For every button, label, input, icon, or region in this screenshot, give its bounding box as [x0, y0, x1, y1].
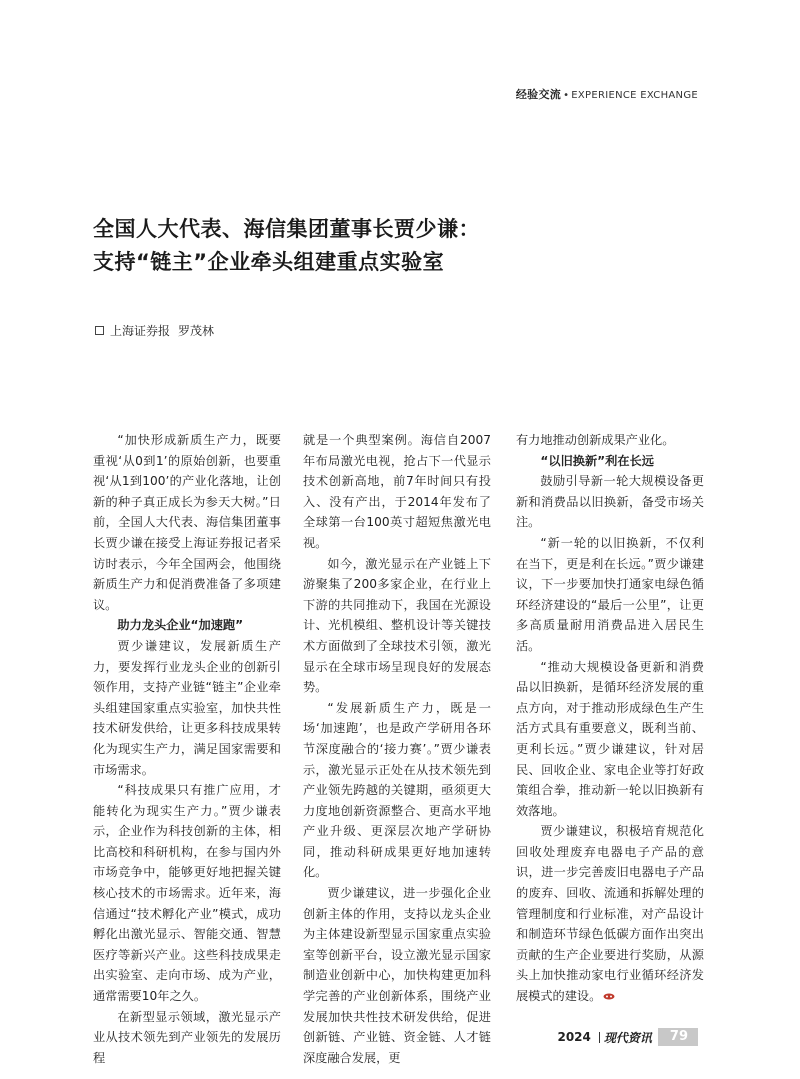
paragraph-text: 贾少谦建议，积极培育规范化回收处理废弃电器电子产品的意识，进一步完善废旧电器电子产品的废弃、回收、流通和拆解处理的管理制度和行业标准，对产品设计和制造环节绿色低碳方面作出突出贡献的生产企业要进行奖励，从源头上加快推动家电行业循环经济发展模式的建设。 — [516, 824, 704, 1004]
paragraph: 如今，激光显示在产业链上下游聚集了200多家企业，在行业上下游的共同推动下，我国在光源设计、光机模组、整机设计等关键技术方面做到了全球技术引领，激光显示在全球市场呈现良好的发展态势。 — [303, 556, 491, 695]
paragraph-last — [516, 821, 704, 1006]
paragraph: “发展新质生产力，既是一场‘加速跑’，也是政产学研用各环节深度融合的‘接力赛’。”贾少谦表示，激光显示正处在从技术领先到产业领先跨越的关键期，亟须更大力度地创新资源整合、更高水平地产业升级、更深层次地产学研协同，推动科研成果更好地加速转化。 — [303, 700, 491, 880]
subheading: “以旧换新”利在长远 — [540, 453, 654, 468]
author-name: 罗茂林 — [178, 324, 215, 338]
article-title-line-1: 全国人大代表、海信集团董事长贾少谦： — [93, 217, 480, 241]
text-column-2 — [303, 430, 491, 1068]
text-column-1 — [93, 430, 281, 1068]
section-name-en: EXPERIENCE EXCHANGE — [571, 90, 698, 101]
section-dot: • — [563, 90, 570, 101]
paragraph: “新一轮的以旧换新，不仅利在当下，更是利在长远。”贾少谦建议，下一步要加快打通家电绿色循环经济建设的“最后一公里”，让更多高质量耐用消费品进入居民生活。 — [516, 535, 704, 653]
paragraph: 贾少谦建议，发展新质生产力，要发挥行业龙头企业的创新引领作用，支持产业链“链主”企业牵头组建国家重点实验室，加快共性技术研发供给，让更多科技成果转化为现实生产力，满足国家需要和市场需求。 — [93, 638, 281, 777]
source-name: 上海证券报 — [110, 324, 171, 338]
paragraph: 鼓励引导新一轮大规模设备更新和消费品以旧换新，备受市场关注。 — [516, 474, 704, 530]
paragraph: 在新型显示领域，激光显示产业从技术领先到产业领先的发展历程 — [93, 1009, 281, 1065]
footer-divider — [599, 1032, 600, 1043]
page-number: 79 — [658, 1028, 698, 1046]
article-title — [93, 213, 713, 279]
magazine-name: 现代资讯 — [603, 1030, 652, 1045]
paragraph: “加快形成新质生产力，既要重视‘从0到1’的原始创新，也要重视‘从1到100’的产业化落地，让创新的种子真正成长为参天大树。”日前，全国人大代表、海信集团董事长贾少谦在接受上海证券报记者采访时表示，今年全国两会，他围绕新质生产力和促消费准备了多项建议。 — [93, 433, 281, 612]
issue-year: 2024 — [557, 1030, 591, 1044]
paragraph: 贾少谦建议，进一步强化企业创新主体的作用，支持以龙头企业为主体建设新型显示国家重点实验室等创新平台，设立激光显示国家制造业创新中心，加快构建更加科学完善的产业创新体系，围绕产业发展加快共性技术研发供给，促进创新链、产业链、资金链、人才链深度融合发展，更 — [303, 886, 491, 1065]
paragraph: “科技成果只有推广应用，才能转化为现实生产力。”贾少谦表示，企业作为科技创新的主体，相比高校和科研机构，在参与国内外市场竞争中，能够更好地把握关键核心技术的市场需求。近年来，海信通过“技术孵化产业”模式，成功孵化出激光显示、智能交通、智慧医疗等新兴产业。这些科技成果走出实验室、走向市场、成为产业，通常需要10年之久。 — [93, 783, 281, 1004]
article-end-icon — [603, 993, 615, 1000]
text-column-3 — [516, 430, 704, 1007]
paragraph: 就是一个典型案例。海信自2007年布局激光电视，抢占下一代显示技术创新高地，前7年时间只有投入、没有产出，于2014年发布了全球第一台100英寸超短焦激光电视。 — [303, 433, 491, 550]
subheading: 助力龙头企业“加速跑” — [117, 618, 244, 633]
section-name-cn: 经验交流 — [515, 88, 562, 101]
paragraph: “推动大规模设备更新和消费品以旧换新，是循环经济发展的重点方向，对于推动形成绿色生产生活方式具有重要意义，既利当前、更利长远。”贾少谦建议，针对居民、回收企业、家电企业等打好政策组合拳，推动新一轮以旧换新有效落地。 — [516, 659, 704, 818]
section-header — [516, 86, 698, 102]
byline — [95, 322, 214, 339]
paragraph: 有力地推动创新成果产业化。 — [516, 433, 675, 447]
article-title-line-2: 支持“链主”企业牵头组建重点实验室 — [93, 250, 445, 274]
square-bullet-icon — [95, 326, 104, 335]
page-footer — [557, 1028, 698, 1046]
